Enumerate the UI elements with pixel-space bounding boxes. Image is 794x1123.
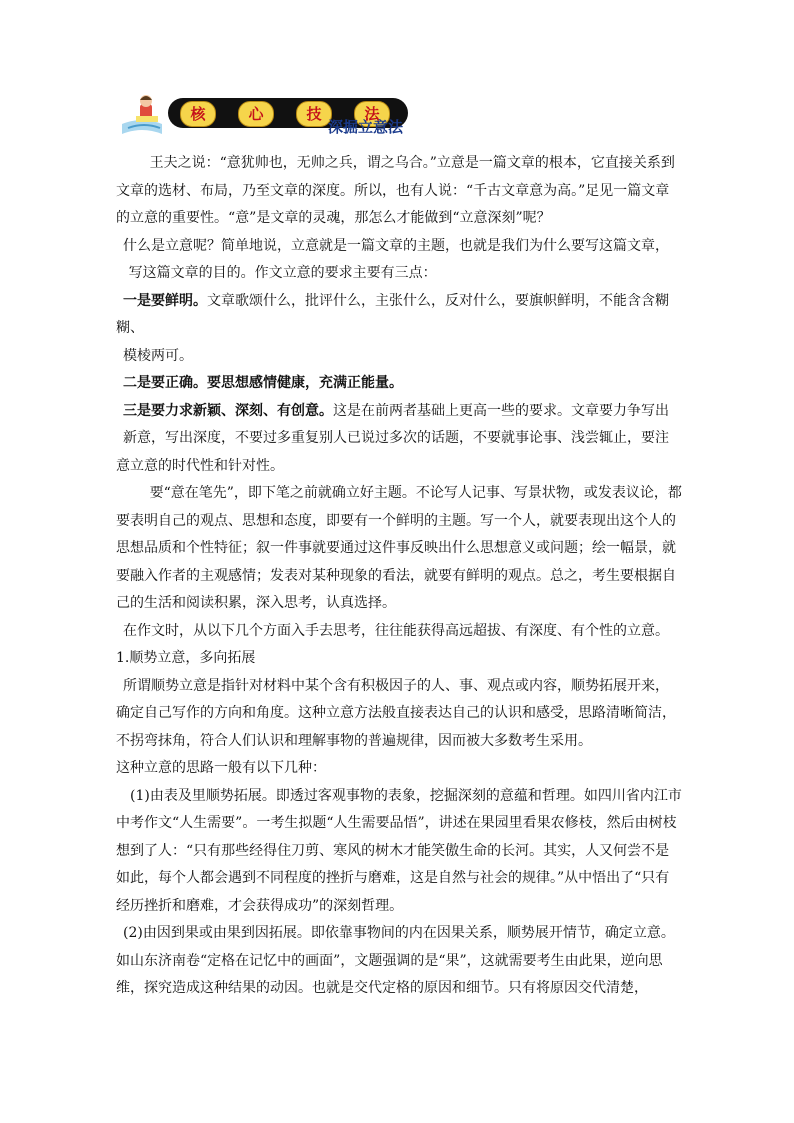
bold-lead: 一是要鲜明。 bbox=[123, 292, 207, 309]
paragraph: 所谓顺势立意是指针对材料中某个含有积极因子的人、事、观点或内容，顺势拓展开来，确定自己写作的方向和角度。这种立意方法般直接表达自己的认识和感受，思路清晰简洁，不拐弯抹角，符合人们认识和理解事物的普遍规律，因而被大多数考生采用。 bbox=[116, 677, 676, 749]
badge-char: 心 bbox=[238, 101, 274, 127]
page-title: 深掘立意法 bbox=[328, 118, 404, 136]
badge-char: 法 bbox=[354, 101, 390, 127]
paragraph: 什么是立意呢？简单地说，立意就是一篇文章的主题，也就是我们为什么要写这篇文章， bbox=[123, 237, 669, 254]
paragraph: 王夫之说：“意犹帅也，无帅之兵，谓之乌合。”立意是一篇文章的根本，它直接关系到文章的选材、布局，乃至文章的深度。所以，也有人说：“千古文章意为高。”足见一篇文章的立意的重要性。“意”是文章的灵魂，那怎么才能做到“立意深刻”呢？ bbox=[116, 155, 675, 226]
paragraph: 写这篇文章的目的。作文立意的要求主要有三点： bbox=[128, 265, 437, 281]
section-heading: 1.顺势立意，多向拓展 bbox=[116, 650, 256, 666]
bold-lead: 三是要力求新颖、深刻、有创意。 bbox=[123, 402, 333, 419]
badge-char: 核 bbox=[180, 101, 216, 127]
paragraph bbox=[116, 398, 682, 426]
paragraph: 二是要正确。要思想感情健康，充满正能量。 bbox=[123, 375, 403, 391]
paragraph: 要“意在笔先”，即下笔之前就确立好主题。不论写人记事、写景状物，或发表议论，都要表明自己的观点、思想和态度，即要有一个鲜明的主题。写一个人，就要表现出这个人的思想品质和个性特征；叙一件事就要通过这件事反映出什么思想意义或问题；绘一幅景，就要融入作者的主观感情；发表对某种现象的看法，就要有鲜明的观点。总之，考生要根据自己的生活和阅读积累，深入思考，认真选择。 bbox=[116, 485, 682, 611]
paragraph: 在作文时，从以下几个方面入手去思考，往往能获得高远超拔、有深度、有个性的立意。 bbox=[123, 622, 669, 639]
paragraph: 这种立意的思路一般有以下几种： bbox=[116, 760, 326, 776]
paragraph-text: 这是在前两者基础上更高一些的要求。文章要力争写出 bbox=[333, 402, 669, 419]
document-body bbox=[116, 150, 682, 1003]
badge-char: 技 bbox=[296, 101, 332, 127]
paragraph: 模棱两可。 bbox=[123, 347, 193, 364]
paragraph bbox=[116, 288, 682, 343]
paragraph: 新意，写出深度，不要过多重复别人已说过多次的话题，不要就事论事、浅尝辄止，要注意立意的时代性和针对性。 bbox=[116, 430, 669, 474]
section-header bbox=[118, 94, 538, 140]
paragraph: (2)由因到果或由果到因拓展。即依靠事物间的内在因果关系，顺势展开情节，确定立意。如山东济南卷“定格在记忆中的画面”，文题强调的是“果”，这就需要考生由此果，逆向思维，探究造成这种结果的动因。也就是交代定格的原因和细节。只有将原因交代清楚， bbox=[116, 925, 675, 996]
paragraph-text: 文章歌颂什么，批评什么，主张什么，反对什么，要旗帜鲜明，不能含含糊糊、 bbox=[116, 292, 669, 336]
paragraph: (1)由表及里顺势拓展。即透过客观事物的表象，挖掘深刻的意蕴和哲理。如四川省内江市中考作文“人生需要”。一考生拟题“人生需要品悟”，讲述在果园里看果农修枝，然后由树枝想到了人：“只有那些经得住刀剪、寒风的树木才能笑傲生命的长河。其实，人又何尝不是如此，每个人都会遇到不同程度的挫折与磨难，这是自然与社会的规律。”从中悟出了“只有经历挫折和磨难，才会获得成功”的深刻哲理。 bbox=[116, 787, 682, 914]
